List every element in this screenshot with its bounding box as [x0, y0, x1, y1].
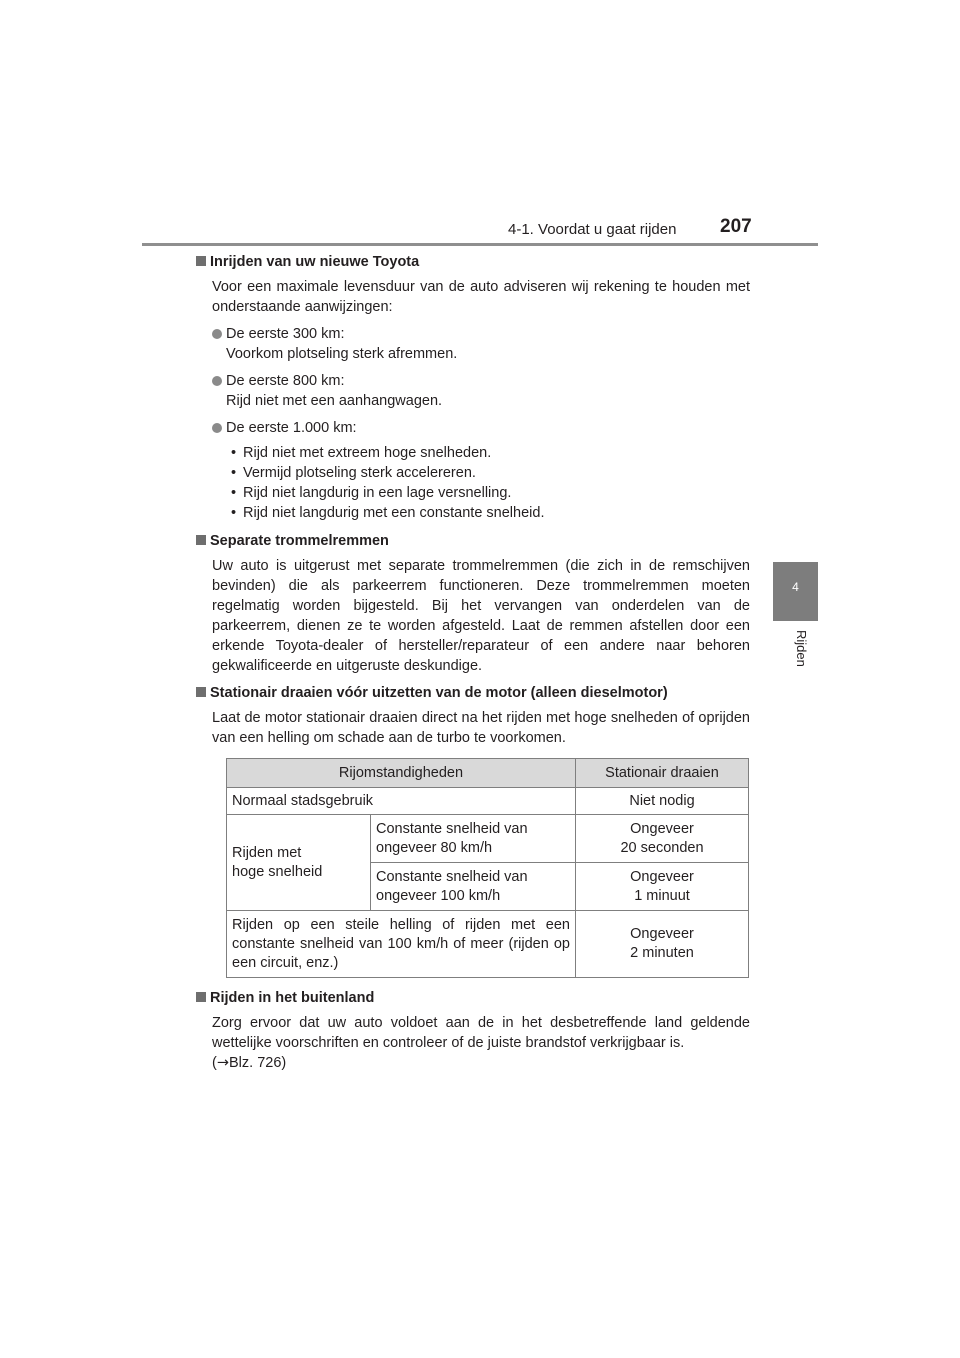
square-bullet-icon: [196, 535, 206, 545]
table-cell: Constante snelheid van ongeveer 100 km/h: [371, 863, 576, 911]
table-row: [227, 911, 749, 978]
circle-bullet-icon: [212, 329, 222, 339]
arrow-right-icon: →: [216, 1055, 229, 1071]
section-heading-idle: Stationair draaien vóór uitzetten van de motor (alleen dieselmotor): [196, 683, 750, 703]
square-bullet-icon: [196, 992, 206, 1002]
table-cell: Ongeveer 20 seconden: [576, 815, 749, 863]
breakin-intro: Voor een maximale levensduur van de auto adviseren wij rekening te houden met onderstaande aanwijzingen:: [212, 279, 750, 315]
section-heading-abroad: Rijden in het buitenland: [196, 988, 750, 1008]
idle-table-wrap: [226, 758, 749, 978]
table-cell: Rijden op een steile helling of rijden met een constante snelheid van 100 km/h of meer (rijden op een circuit, enz.): [227, 911, 576, 978]
table-row: [227, 815, 749, 863]
table-header-cell: Stationair draaien: [576, 759, 749, 788]
section-path: 4-1. Voordat u gaat rijden: [508, 221, 677, 238]
circle-bullet-icon: [212, 376, 222, 386]
idle-table: [226, 758, 749, 978]
header-divider: [142, 243, 818, 246]
table-cell: Niet nodig: [576, 788, 749, 815]
dot-bullet-icon: •: [231, 445, 237, 461]
sub-list-item: • Rijd niet met extreem hoge snelheden.: [231, 445, 492, 461]
table-row: [227, 788, 749, 815]
table-cell: Constante snelheid van ongeveer 80 km/h: [371, 815, 576, 863]
list-item-head: De eerste 300 km:: [226, 326, 345, 342]
list-item-head: De eerste 1.000 km:: [226, 420, 357, 436]
page-reference: (→Blz. 726): [212, 1055, 287, 1071]
dot-bullet-icon: •: [231, 485, 237, 501]
table-header-cell: Rijomstandigheden: [227, 759, 576, 788]
list-item-text: Rijd niet met een aanhangwagen.: [226, 393, 443, 409]
square-bullet-icon: [196, 256, 206, 266]
list-item: [212, 324, 750, 364]
chapter-tab: [773, 562, 818, 621]
list-item: [212, 371, 750, 411]
section-heading-breakin: Inrijden van uw nieuwe Toyota: [196, 252, 750, 272]
chapter-number: 4: [792, 580, 799, 594]
list-item-text: Voorkom plotseling sterk afremmen.: [226, 346, 458, 362]
list-item-head: De eerste 800 km:: [226, 373, 345, 389]
page-content: [196, 252, 750, 1080]
page-number: 207: [720, 216, 752, 237]
table-cell: Ongeveer 2 minuten: [576, 911, 749, 978]
square-bullet-icon: [196, 687, 206, 697]
dot-bullet-icon: •: [231, 505, 237, 521]
sub-list-item: • Rijd niet langdurig met een constante snelheid.: [231, 505, 545, 521]
table-cell: Normaal stadsgebruik: [227, 788, 576, 815]
sub-list-item: • Rijd niet langdurig in een lage versnelling.: [231, 485, 512, 501]
chapter-label: Rijden: [794, 630, 809, 667]
drum-text: Uw auto is uitgerust met separate trommelremmen (die zich in de remschijven bevinden) die als parkeerrem functioneren. Deze trommelremmen moeten regelmatig worden bijgesteld. Bij het vervangen van onderdelen van de parkeerrem, dienen ze te worden afgesteld. Laat de remmen afstellen door een erkende Toyota-dealer of hersteller/reparateur of een andere naar behoren gekwalificeerde en uitgeruste deskundige.: [212, 558, 750, 674]
table-cell-group: Rijden met hoge snelheid: [227, 815, 371, 911]
sub-list-item: • Vermijd plotseling sterk accelereren.: [231, 465, 476, 481]
idle-text: Laat de motor stationair draaien direct na het rijden met hoge snelheden of oprijden van een helling om schade aan de turbo te voorkomen.: [212, 710, 750, 746]
sub-list: [196, 443, 750, 523]
table-header-row: [227, 759, 749, 788]
list-item: [212, 418, 750, 438]
table-cell: Ongeveer 1 minuut: [576, 863, 749, 911]
abroad-text: Zorg ervoor dat uw auto voldoet aan de in het desbetreffende land geldende wettelijke voorschriften en controleer of de juiste brandstof verkrijgbaar is. (→Blz. 726): [212, 1015, 750, 1071]
dot-bullet-icon: •: [231, 465, 237, 481]
circle-bullet-icon: [212, 423, 222, 433]
section-heading-drum: Separate trommelremmen: [196, 531, 750, 551]
